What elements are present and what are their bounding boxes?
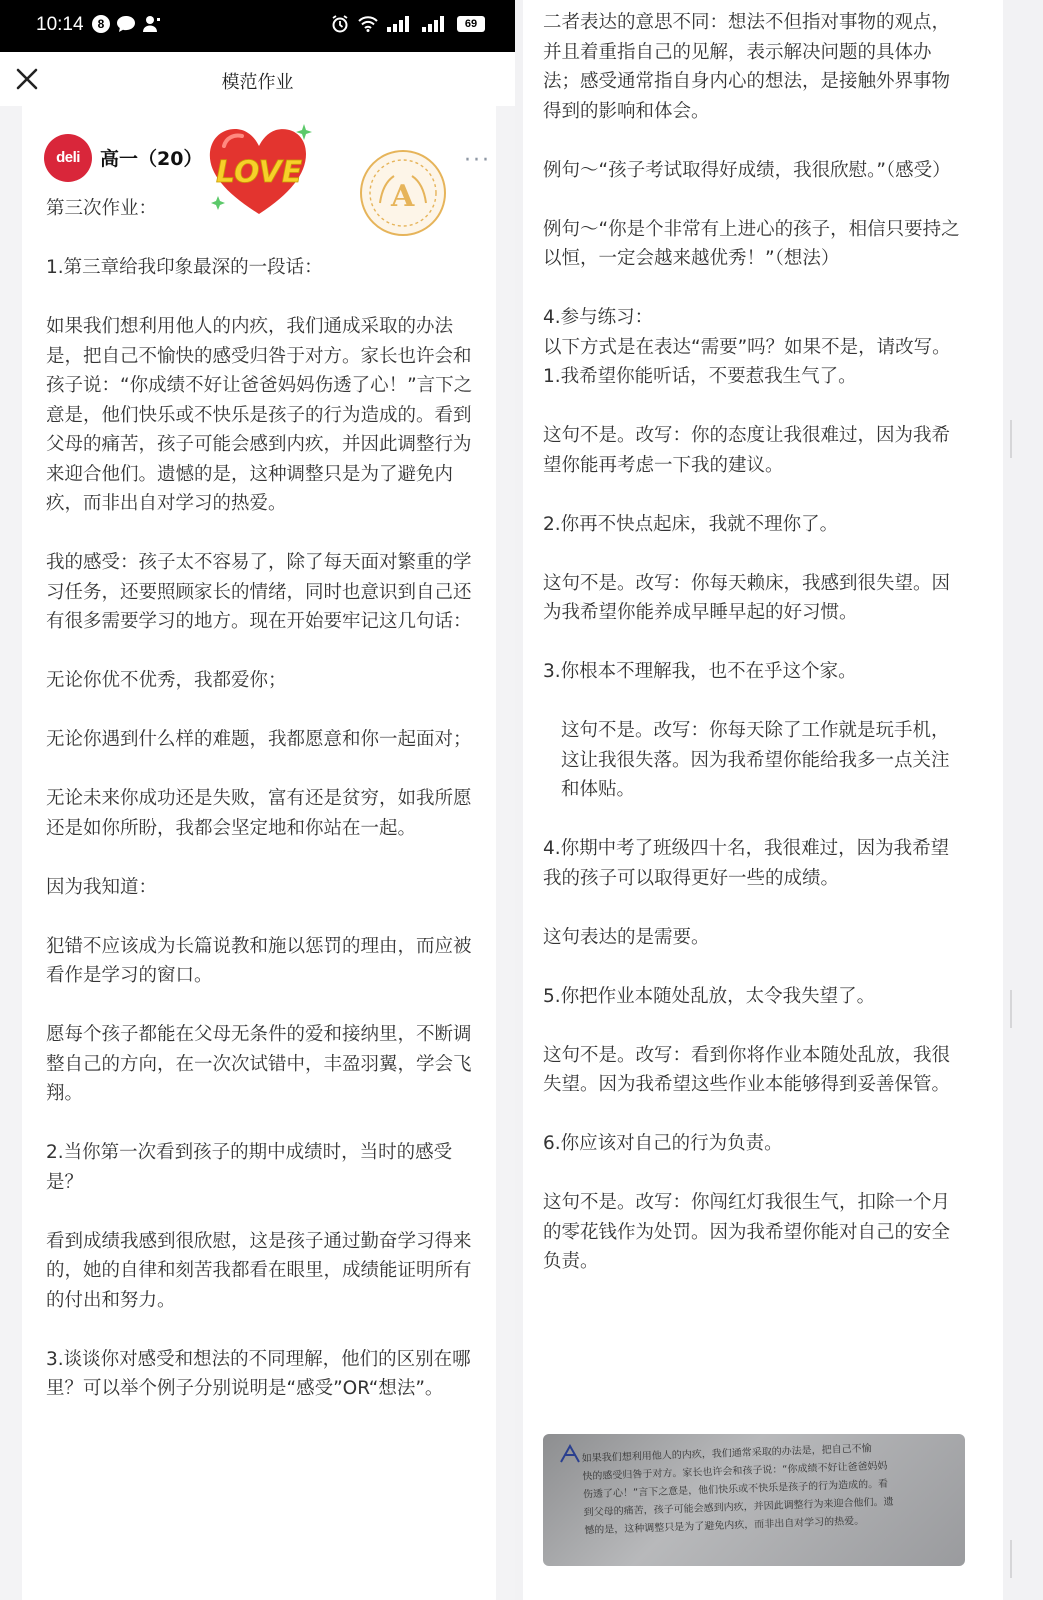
paragraph: 这句不是。改写：你的态度让我很难过，因为我希望你能再考虑一下我的建议。	[543, 425, 951, 476]
paragraph: 例句～“你是个非常有上进心的孩子，相信只要持之以恒，一定会越来越优秀！”（想法）	[543, 218, 960, 269]
book-page-photo[interactable]	[543, 1434, 965, 1566]
status-left-icons	[92, 15, 162, 33]
battery-indicator: 69	[457, 16, 485, 32]
left-screenshot-panel	[0, 0, 515, 1600]
status-bar	[0, 0, 515, 52]
status-time: 10:14	[36, 14, 84, 35]
paragraph: 以下方式是在表达“需要”吗？如果不是，请改写。	[543, 336, 951, 358]
alarm-icon	[331, 15, 349, 33]
paragraph: 犯错不应该成为长篇说教和施以惩罚的理由，而应被看作是学习的窗口。	[46, 935, 472, 986]
right-screenshot-panel	[523, 0, 1003, 1600]
paragraph: 4.你期中考了班级四十名，我很难过，因为我希望我的孩子可以取得更好一些的成绩。	[543, 838, 950, 889]
page-title: 模范作业	[221, 72, 294, 93]
paragraph: 这句表达的是需要。	[543, 926, 710, 948]
paragraph: 这句不是。改写：看到你将作业本随处乱放，我很失望。因为我希望这些作业本能够得到妥善保管。	[543, 1044, 951, 1095]
status-right-icons	[331, 15, 485, 33]
scroll-indicator[interactable]	[1010, 420, 1012, 458]
paragraph: 无论未来你成功还是失败，富有还是贫穷，如我所愿还是如你所盼，我都会坚定地和你站在一起。	[46, 788, 472, 839]
paragraph: 我的感受：孩子太不容易了，除了每天面对繁重的学习任务，还要照顾家长的情绪，同时也意识到自己还有很多需要学习的地方。现在开始要牢记这几句话：	[46, 552, 472, 632]
right-margin	[1003, 0, 1043, 1600]
paragraph: 这句不是。改写：你每天赖床，我感到很失望。因为我希望你能养成早睡早起的好习惯。	[543, 572, 951, 623]
paragraph: 6.你应该对自己的行为负责。	[543, 1133, 783, 1154]
photo-line: 如果我们想利用他人的内疚，我们通常采取的办法是，把自己不愉	[581, 1443, 872, 1465]
paragraph: 这句不是。改写：你每天除了工作就是玩手机，这让我很失落。因为我希望你能给我多一点关注和体贴。	[561, 720, 950, 800]
paragraph: 3.谈谈你对感受和想法的不同理解，他们的区别在哪里？可以举个例子分别说明是“感受”OR“想法”。	[46, 1348, 471, 1399]
paragraph: 1.我希望你能听话，不要惹我生气了。	[543, 366, 857, 387]
panel-divider	[515, 0, 523, 1600]
photo-line: 憾的是，这种调整只是为了避免内疚，而非出自对学习的热爱。	[584, 1515, 865, 1537]
signal-icon-1	[387, 16, 413, 32]
class-avatar[interactable]: deli	[44, 134, 92, 182]
paragraph: 2.当你第一次看到孩子的期中成绩时，当时的感受是？	[46, 1142, 453, 1193]
paragraph: 4.参与练习：	[543, 307, 654, 328]
scroll-indicator[interactable]	[1010, 990, 1012, 1028]
paragraph: 无论你遇到什么样的难题，我都愿意和你一起面对；	[46, 729, 472, 750]
paragraph: 无论你优不优秀，我都爱你；	[46, 670, 287, 691]
more-options-button[interactable]: ···	[464, 148, 491, 173]
paragraph: 1.第三章给我印象最深的一段话：	[46, 257, 323, 278]
post-body-right	[543, 8, 963, 1277]
paragraph: 因为我知道：	[46, 876, 158, 898]
photo-line: 伤透了心！”言下之意是，他们快乐或不快乐是孩子的行为造成的。看	[582, 1478, 889, 1501]
scroll-indicator[interactable]	[1010, 1540, 1012, 1578]
seal-letter: A	[391, 179, 415, 214]
paragraph: 5.你把作业本随处乱放，太令我失望了。	[543, 985, 876, 1007]
person-icon	[142, 15, 162, 33]
chat-bubble-icon	[116, 15, 136, 33]
love-sticker-text: LOVE	[216, 155, 303, 190]
photo-line: 快的感受归咎于对方。家长也许会和孩子说：“你成绩不好让爸爸妈妈	[582, 1460, 888, 1483]
wifi-icon	[358, 16, 378, 32]
paragraph: 如果我们想利用他人的内疚，我们通成采取的办法是，把自己不愉快的感受归咎于对方。家长也许会和孩子说：“你成绩不好让爸爸妈妈伤透了心！”言下之意是，他们快乐或不快乐是孩子的行为造成的。看到父母的痛苦，孩子可能会感到内疚，并因此调整行为来迎合他们。遗憾的是，这种调整只是为了避免内疚，而非出自对学习的热爱。	[46, 316, 473, 514]
paragraph: 愿每个孩子都能在父母无条件的爱和接纳里，不断调整自己的方向，在一次次试错中，丰盈羽翼，学会飞翔。	[46, 1024, 472, 1104]
paragraph: 二者表达的意思不同：想法不但指对事物的观点，并且着重指自己的见解，表示解决问题的具体办法；感受通常指自身内心的想法，是接触外界事物得到的影响和体会。	[543, 12, 951, 122]
photo-line: 到父母的痛苦，孩子可能会感到内疚，并因此调整行为来迎合他们。遗	[583, 1496, 894, 1519]
pen-mark-icon	[557, 1442, 583, 1468]
paragraph: 3.你根本不理解我，也不在乎这个家。	[543, 661, 857, 682]
post-card	[22, 106, 496, 1600]
paragraph: 2.你再不快点起床，我就不理你了。	[543, 513, 839, 535]
paragraph: 例句～“孩子考试取得好成绩，我很欣慰。”（感受）	[543, 159, 951, 181]
post-body-left	[46, 194, 486, 1404]
notification-count-badge: 8	[92, 15, 110, 33]
paragraph: 看到成绩我感到很欣慰，这是孩子通过勤奋学习得来的，她的自律和刻苦我都看在眼里，成绩能证明所有的付出和努力。	[46, 1230, 472, 1311]
signal-icon-2	[422, 16, 448, 32]
photo-text	[582, 1438, 955, 1541]
nav-bar	[0, 52, 515, 106]
paragraph: 第三次作业：	[46, 198, 158, 219]
class-name[interactable]: 高一（20）	[100, 148, 203, 170]
paragraph: 这句不是。改写：你闯红灯我很生气，扣除一个月的零花钱作为处罚。因为我希望你能对自己的安全负责。	[543, 1192, 951, 1272]
